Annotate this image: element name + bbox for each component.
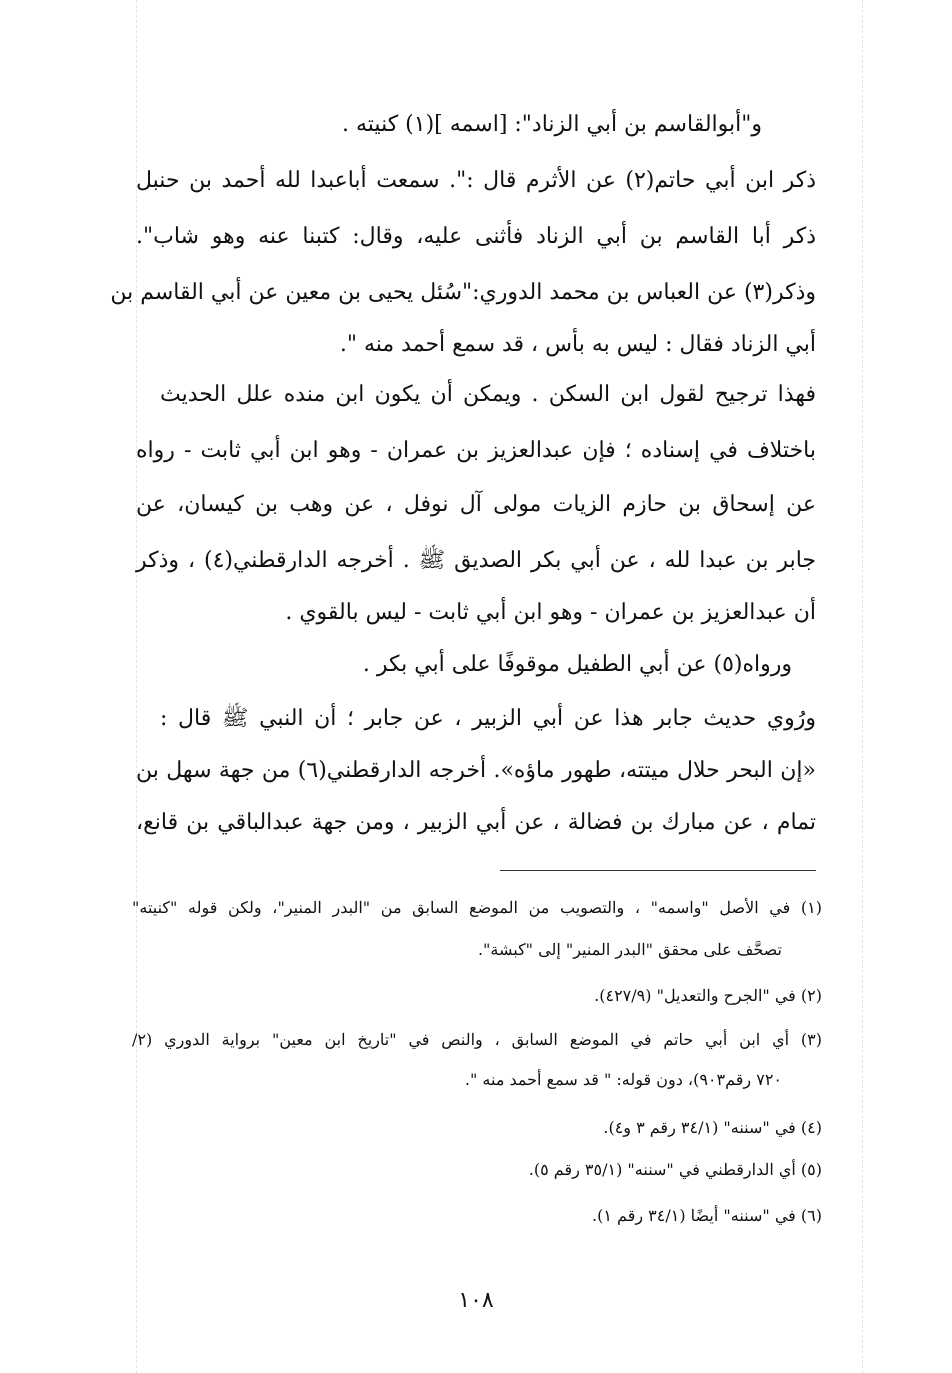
footnote-line: (٥) أي الدارقطني في "سننه" (٣٥/١ رقم ٥). [528,1160,822,1179]
footnote-line: (٦) في "سننه" أيضًا (٣٤/١ رقم ١). [592,1206,822,1225]
text-line: «إن البحر حلال ميتته، طهور ماؤه». أخرجه الدارقطني(٦) من جهة سهل بن [136,758,816,783]
text-line: جابر بن عبدا لله ، عن أبي بكر الصديق ﷺ . أخرجه الدارقطني(٤) ، وذكر [136,548,816,573]
footnote-line: (١) في الأصل "واسمه" ، والتصويب من الموضع السابق من "البدر المنير"، ولكن قوله "كنيته" [132,898,822,917]
text-line: ذكر أبا القاسم بن أبي الزناد فأثنى عليه، وقال: كتبنا عنه وهو شاب". [136,224,816,249]
footnote-separator [500,870,816,871]
text-line: تمام ، عن مبارك بن فضالة ، عن أبي الزبير ، ومن جهة عبدالباقي بن قانع، [136,810,816,835]
text-line: أن عبدالعزيز بن عمران - وهو ابن أبي ثابت - ليس بالقوي . [285,600,816,625]
page-number: ١٠٨ [458,1288,494,1313]
text-line: وذكر(٣) عن العباس بن محمد الدوري:"سُئل يحيى بن معين عن أبي القاسم بن [110,280,816,305]
text-line: أبي الزناد فقال : ليس به بأس ، قد سمع أحمد منه ". [339,332,816,357]
text-line: و"أبوالقاسم بن أبي الزناد": [اسمه ](١) كنيته . [342,112,762,137]
footnote-line: تصحَّف على محقق "البدر المنير" إلى "كبشة". [477,940,782,959]
scan-artifact-line [862,0,863,1373]
footnote-line: ٧٢٠ رقم٩٠٣)، دون قوله: " قد سمع أحمد منه ". [464,1070,782,1089]
text-line: ذكر ابن أبي حاتم(٢) عن الأثرم قال :". سمعت أباعبدا لله أحمد بن حنبل [136,168,817,193]
footnote-line: (٤) في "سننه" (٣٤/١ رقم ٣ و٤). [603,1118,822,1137]
footnote-line: (٣) أي ابن أبي حاتم في الموضع السابق ، والنص في "تاريخ ابن معين" برواية الدوري (٢/ [132,1030,822,1049]
footnote-line: (٢) في "الجرح والتعديل" (٤٢٧/٩). [594,986,822,1005]
text-line: عن إسحاق بن حازم الزيات مولى آل نوفل ، عن وهب بن كيسان، عن [136,492,816,517]
text-line: باختلاف في إسناده ؛ فإن عبدالعزيز بن عمران - وهو ابن أبي ثابت - رواه [136,438,816,463]
text-line: ورواه(٥) عن أبي الطفيل موقوفًا على أبي بكر . [362,652,792,677]
text-line: فهذا ترجيح لقول ابن السكن . ويمكن أن يكون ابن منده علل الحديث [160,382,816,407]
text-line: ورُوي حديث جابر هذا عن أبي الزبير ، عن جابر ؛ أن النبي ﷺ قال : [160,706,816,731]
